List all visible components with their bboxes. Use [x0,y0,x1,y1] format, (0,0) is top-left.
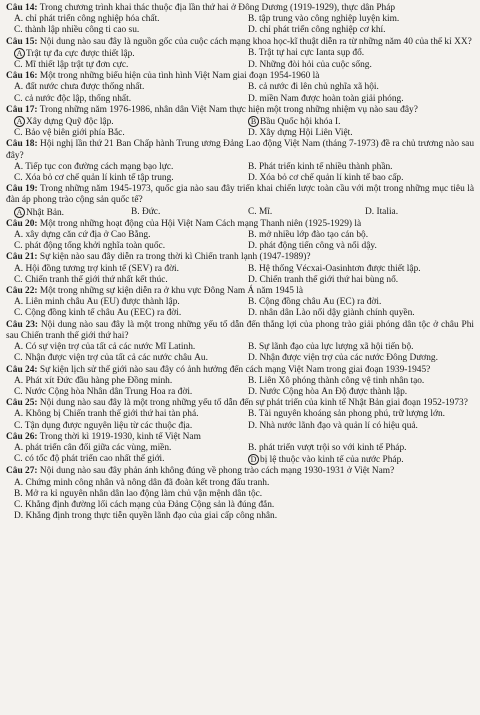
option-c[interactable]: C. có tốc độ phát triển cao nhất thế giới. [14,454,165,465]
question-text: Sự kiện lịch sử thế giới nào sau đây có ảnh hưởng đến cách mạng Việt Nam trong giai đoạn 1939-1945? [39,364,431,375]
question-number: Câu 26: [6,431,38,442]
question-stem [6,365,474,376]
option-c[interactable]: C. cả nước độc lập, thống nhất. [14,93,132,104]
question-20 [6,219,474,253]
option-d[interactable]: D. Italia. [365,206,399,217]
question-text: Một trong những biểu hiện của tình hình Việt Nam giai đoạn 1954-1960 là [39,71,320,82]
option-text: Xây dựng Quỹ độc lập. [26,117,114,128]
option-a[interactable]: A. Có sự viện trợ của tất cả các nước Mĩ Latinh. [14,342,196,353]
option-d[interactable]: D. Nhận được viện trợ của các nước Đông Dương. [248,353,438,364]
option-d[interactable]: D. Xóa bỏ cơ chế quản lí kinh tế bao cấp. [248,173,404,184]
option-d[interactable]: D. Chiến tranh thế giới thứ hai bùng nổ. [248,274,399,285]
circled-answer-mark: A [14,48,25,59]
option-d[interactable]: D. nhân dân Lào nổi dậy giành chính quyền. [248,308,415,319]
option-a[interactable]: A. Không bị Chiến tranh thế giới thứ hai tàn phá. [14,409,199,420]
question-21 [6,252,474,286]
question-stem [6,3,474,14]
option-a[interactable]: A. Tiếp tục con đường cách mạng bạo lực. [14,161,174,172]
circled-answer-mark: B [248,116,259,127]
question-stem [6,71,474,82]
option-a[interactable]: A. Chứng minh công nhân và nông dân đã đoàn kết trong đấu tranh. [14,477,270,488]
question-15 [6,37,474,72]
option-c[interactable]: C. Mĩ thiết lập trật tự đơn cực. [14,60,129,71]
question-stem [6,466,474,477]
question-number: Câu 14: [6,3,38,13]
option-d[interactable]: D. miền Nam được hoàn toàn giải phóng. [248,93,404,104]
question-number: Câu 19: [6,184,38,195]
option-d[interactable]: D. Nước Cộng hòa Ấn Độ được thành lập. [248,386,408,397]
question-22 [6,286,474,320]
question-number: Câu 25: [6,398,38,409]
option-c[interactable]: C. Nhận được viện trợ của tất cả các nước châu Âu. [14,353,208,364]
question-25 [6,398,474,432]
option-c[interactable]: C. Bảo vệ biên giới phía Bắc. [14,128,125,139]
question-stem [6,286,474,297]
question-16 [6,71,474,105]
option-d[interactable] [240,454,474,466]
question-stem [6,219,474,230]
option-c[interactable]: C. Nước Cộng hòa Nhân dân Trung Hoa ra đời. [14,386,193,397]
option-d[interactable]: D. Khẳng định trong thực tiễn quyền lãnh đạo của giai cấp công nhân. [14,511,278,522]
question-text: Nội dung nào sau đây là nguồn gốc của cuộc cách mạng khoa học-kĩ thuật diễn ra từ những năm 40 của thế kỉ XX? [39,36,472,47]
question-text: Nội dung nào sau đây là một trong những yếu tố dẫn đến thắng lợi của phong trào giải phóng dân tộc ở châu Phi sau Chiến tranh thế giới thứ hai? [6,319,474,341]
question-text: Trong chương trình khai thác thuộc địa lần thứ hai ở Đông Dương (1919-1929), thực dân Pháp [39,3,396,13]
question-text: Trong những năm 1976-1986, nhân dân Việt Nam thực hiện một trong những nhiệm vụ nào sau đây? [39,104,418,115]
option-b[interactable]: B. Mở ra kỉ nguyên nhân dân lao động làm chủ vận mệnh dân tộc. [14,488,263,499]
question-stem [6,252,474,263]
option-b[interactable]: B. Tài nguyên khoáng sản phong phú, trữ lượng lớn. [248,409,445,420]
option-d[interactable]: D. Những đòi hỏi của cuộc sống. [248,60,372,71]
option-b[interactable]: B. tập trung vào công nghiệp luyện kim. [248,14,400,25]
option-b[interactable]: B. Trật tự hai cực Ianta sụp đổ. [248,47,365,58]
option-c[interactable]: C. Mĩ. [248,206,273,217]
option-a[interactable] [6,207,123,219]
question-text: Hội nghị lần thứ 21 Ban Chấp hành Trung ương Đảng Lao động Việt Nam (tháng 7-1973) đề ra chủ trương nào sau đây? [6,139,475,161]
option-c[interactable]: C. Tận dụng được nguyên liệu từ các thuộc địa. [14,420,193,431]
option-d[interactable]: D. phát động tiến công và nổi dậy. [248,241,377,252]
option-b[interactable]: B. Sự lãnh đạo của lực lượng xã hội tiến bộ. [248,342,414,353]
question-text: Trong những năm 1945-1973, quốc gia nào sau đây triển khai chiến lược toàn cầu với một trong những mục tiêu là đàn áp phong trào cộng sản quốc tế? [6,184,475,206]
option-b[interactable]: B. Phát triển kinh tế nhiều thành phần. [248,161,393,172]
option-b[interactable]: B. mở nhiều lớp đào tạo cán bộ. [248,230,369,241]
option-text: bị lệ thuộc vào kinh tế của nước Pháp. [260,455,404,466]
question-number: Câu 22: [6,286,38,297]
option-text: Bầu Quốc hội khóa I. [260,117,341,128]
question-number: Câu 24: [6,364,38,375]
question-stem [6,105,474,116]
option-a[interactable]: A. Phát xít Đức đầu hàng phe Đồng minh. [14,375,173,386]
question-text: Nội dung nào sau đây là một trong những yếu tố dẫn đến sự phát triển của kinh tế Nhật Bản giai đoạn 1952-1973? [39,398,468,409]
question-stem [6,320,474,342]
circled-answer-mark: A [14,207,25,218]
option-c[interactable]: C. phát động tổng khởi nghĩa toàn quốc. [14,241,166,252]
question-text: Nội dung nào sau đây phản ánh không đúng về phong trào cách mạng 1930-1931 ở Việt Nam? [39,466,395,477]
option-c[interactable]: C. Xóa bỏ cơ chế quản lí kinh tế tập trung. [14,173,174,184]
question-number: Câu 17: [6,104,38,115]
option-a[interactable]: A. phát triển cân đối giữa các vùng, miền. [14,442,172,453]
option-d[interactable]: D. Nhà nước lãnh đạo và quản lí có hiệu quả. [248,420,418,431]
question-text: Trong thời kì 1919-1930, kinh tế Việt Nam [39,431,201,442]
question-number: Câu 18: [6,139,38,150]
option-a[interactable]: A. Hội đồng tương trợ kinh tế (SEV) ra đời. [14,263,179,274]
circled-answer-mark: A [14,116,25,127]
question-number: Câu 15: [6,36,38,47]
option-b[interactable]: B. cả nước đi lên chủ nghĩa xã hội. [248,82,379,93]
question-17 [6,105,474,140]
question-stem [6,37,474,48]
question-number: Câu 16: [6,71,38,82]
question-text: Sự kiện nào sau đây diễn ra trong thời kì Chiến tranh lạnh (1947-1989)? [39,252,311,263]
question-stem [6,184,474,206]
option-b[interactable]: B. Liên Xô phóng thành công vệ tinh nhân tạo. [248,375,425,386]
question-26 [6,432,474,467]
option-c[interactable]: C. Chiến tranh thế giới thứ nhất kết thúc. [14,274,168,285]
option-a[interactable] [6,116,240,128]
option-b[interactable]: B. Đức. [131,206,161,217]
question-text: Một trong những hoạt động của Hội Việt Nam Cách mạng Thanh niên (1925-1929) là [39,218,362,229]
option-text: Trật tự đa cực được thiết lập. [26,48,135,59]
option-b[interactable] [240,116,474,128]
circled-answer-mark: D [248,454,259,465]
option-c[interactable]: C. Khẳng định đường lối cách mạng của Đảng Cộng sản là đúng đắn. [14,499,275,510]
option-b[interactable]: B. Cộng đồng châu Âu (EC) ra đời. [248,297,382,308]
option-d[interactable]: D. Xây dựng Hội Liên Việt. [248,128,353,139]
option-a[interactable] [6,48,240,60]
option-c[interactable]: C. Cộng đồng kinh tế châu Âu (EEC) ra đời. [14,308,182,319]
question-text: Một trong những sự kiện diễn ra ở khu vực Đông Nam Á năm 1945 là [39,286,303,297]
question-27 [6,466,474,522]
option-b[interactable]: B. phát triển vượt trội so với kinh tế Pháp. [248,442,407,453]
option-c[interactable]: C. thành lập nhiều công ti cao su. [14,25,140,36]
option-b[interactable]: B. Hệ thống Vécxai-Oasinhtơn được thiết lập. [248,263,421,274]
option-a[interactable]: A. đất nước chưa được thống nhất. [14,82,145,93]
question-23 [6,320,474,365]
question-24 [6,365,474,399]
question-stem [6,398,474,409]
question-stem [6,139,474,161]
question-number: Câu 20: [6,218,38,229]
question-14 [6,3,474,37]
option-d[interactable]: D. chỉ phát triển công nghiệp cơ khí. [248,25,386,36]
question-18 [6,139,474,184]
question-number: Câu 21: [6,252,38,263]
option-a[interactable]: A. Liên minh châu Âu (EU) được thành lập. [14,297,180,308]
option-a[interactable]: A. chỉ phát triển công nghiệp hóa chất. [14,14,160,25]
question-19 [6,184,474,219]
question-number: Câu 23: [6,319,39,330]
option-text: Nhật Bản. [26,207,65,218]
option-a[interactable]: A. xây dựng căn cứ địa ở Cao Bằng. [14,230,151,241]
question-stem [6,432,474,443]
question-number: Câu 27: [6,466,38,477]
